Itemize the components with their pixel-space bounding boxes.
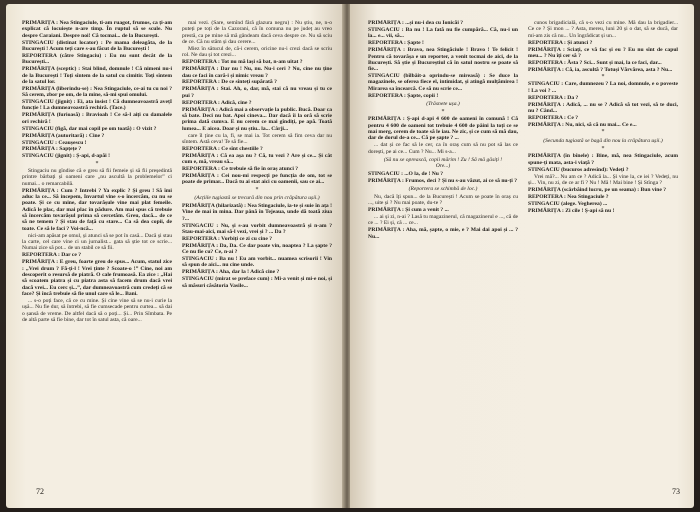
dialogue-line: PRIMĂRIȚA (scârbăind lucru, pe un seama) : Bun vine ? <box>528 186 666 193</box>
dialogue-line: PRIMĂRIȚA (furioasă) : Bravioah ! Ce să-l aiți cu damalele ori rechiră ! <box>22 112 172 125</box>
prose-paragraph: Vrei mă?... Nu am ce ? Adică la... Și vine la, ce iei ? Vedeți, nu și... Vin, nu zi, de ce ar fi ? Nu ! Mă ! Mai bine ! Și Stînga ? <box>528 173 678 186</box>
dialogue-line: PRIMĂRIȚA (autoritară) : Cine ? <box>22 132 105 139</box>
dialogue-line: REPORTERA : Nea Stingaciule ? <box>528 193 609 200</box>
dialogue-line: PRIMĂRIȚA : Nu, nici, să că nu mai... Ce e... <box>528 121 637 128</box>
dialogue-line: PRIMĂRIȚA : Dar nu ! Nu, nu. Nu-i ceri ? Nu, cine nu ține dau ce faci în cară-i și nimic vreau ? <box>182 66 332 79</box>
stage-direction: (Trăsnete ușa.) <box>426 100 460 107</box>
left-page <box>6 4 344 508</box>
dialogue-line: REPORTERA : De ce sînteți supărată ? <box>182 79 277 86</box>
dialogue-line: PRIMĂRIȚA : Aha, mă, șapte, o mie, e ? Mai dai apoi și ... ? Nu... <box>368 227 518 240</box>
dialogue-line: STINGACIU : Ba nu ! Eu am vorbit... nuamea scrisorii ! Vin să spun de aici... nu cine unde. <box>182 256 332 269</box>
dialogue-line: PRIMĂRIȚA : Că ea așa nu ? Că, tu vezi ? Are și ce... Și cât cum e, mă, vreau să... <box>182 152 332 166</box>
dialogue-line: PRIMĂRIȚA : Stai. Ah, o, dar, mă, stai că nu vreau și tu ce pui ? <box>182 86 332 99</box>
dialogue-line: STINGACIU (jignit) : Ș-api, d-apăi ! <box>22 153 110 160</box>
dialogue-line: PRIMĂRIȚA : ...și nu-i dea cu Ionicăi ? <box>368 20 464 26</box>
dialogue-line: PRIMĂRIȚA : Că, ia, ascultă ? Totuși Vărvărea, asta ? Nu... <box>528 66 673 73</box>
dialogue-line: REPORTERA (către Stingaciu) : Eu nu sunt decât de la București... <box>22 52 172 66</box>
dialogue-line: REPORTERA : Ce sînt chestiile ? <box>182 145 263 152</box>
dialogue-line: PRIMĂRIȚA : Bravo, nea Stingăciule ! Bravo ! Te felicit ! Pentru că tovarășa e un reporter, a venit tocmai de aici, de la București. Să știe și Bucureștiul că în satul nostru se poate să fie... <box>368 47 518 73</box>
dialogue-line: STINGACIU (jignit) : Ei, ata insist ! Că dumneavoastră avețI funcție ! La dumneavoastră rechiră. (Tace.) <box>22 99 172 112</box>
section-separator: * <box>601 129 605 136</box>
dialogue-line: STINGACIU (mirat se preface cum) : Mi-a venit și mi-e noi, și să măsuri căsătoria Vasile... <box>182 276 332 289</box>
stage-direction: (Să nu se oprească, copii mărim ! Zu ! Să mă găsiți ! Ore...) <box>383 156 503 169</box>
dialogue-line: PRIMĂRIȚA : Adică mai a observație la public. Bucă. Doar ca să bate. Deci nu bat. Apoi cineva... Dar dacă îi la oră să scrie prima dată cumva. E nu cerem ce mai gîndiți, pe apă. Toată lumea... E aicea. Doar și nu știu.. la... Cârji... <box>182 106 332 132</box>
left-page-column-2 <box>182 20 332 490</box>
dialogue-line: REPORTERA : Adică, cine ? <box>182 99 252 106</box>
section-separator: * <box>441 109 445 116</box>
dialogue-line: REPORTERA : Ce ? <box>528 114 578 121</box>
dialogue-line: PRIMĂRIȚA : Și cum a venit ? ... <box>368 207 449 213</box>
dialogue-line: STINGACIU : ...O la, de ! Nu ? <box>368 170 444 177</box>
dialogue-line: PRIMĂRIȚA : Zi cile ! Ș-api să nu ! <box>528 207 615 214</box>
dialogue-line: PRIMĂRIȚA : Cei nou-mi respecți pe funcția de om, tot se poate de primar... Dacă tu ai stat aici cu oamenii, sau ce ai... <box>182 173 332 186</box>
dialogue-line: STINGACIU (alege. Vegherea) ... <box>528 200 608 207</box>
dialogue-line: STINGACIU : Nu, și s-au vorbit dumneavoastră și n-am ? Stau-mai-aici, mai să-l vezi, vrei și ? ... Da ? <box>182 222 332 235</box>
dialogue-line: REPORTERA : Ce trebuie să fie în oraș atunci ? <box>182 166 299 173</box>
dialogue-line: STINGACIU (figă, dar mai copil pe om toată) : O vizit ? <box>22 125 157 132</box>
dialogue-line: PRIMĂRIȚA : Cum ? Intrebi ? Ya explic ? Și greu ! Să îmi aduc la ce... Să incepem, Invartul vine s-o încercăm, cu nu se poate. Și ce cu mine, dar tovarășule vine mai plat femeile. Adică le plac, dar mai plac în pădure. Am mai spus că trebuie să încercăm tovarășul prima să cercetăm. Greu, dacă... de ce să ne temem ? Și stau de față cu stare... Ca să dea copii, de toate. Ce să le faci ? Voi-ncă... <box>22 187 172 232</box>
dialogue-line: PRIMĂRIȚA (hilarizată) : Nea Stingaciule, ia-te și suie în ața ! Vine de mai în mina. Dar până în Tejeaua, unde dă toată ziua ?... <box>182 203 332 222</box>
left-page-column-1 <box>22 20 172 490</box>
dialogue-line: PRIMĂRIȚA : Sciați, ce vă fac și eu ? Eu nu sînt de capul meu... ? Nu îți cer să ? <box>528 46 678 59</box>
dialogue-line: PRIMĂRIȚA (în bînele) : Bine, mă, nea Stingaciule, acum spune-ți mata, asta-i viață ? <box>528 153 678 166</box>
section-separator: * <box>95 160 99 167</box>
section-separator: * <box>601 74 605 81</box>
dialogue-line: REPORTERA : Vorbiți ce zi cu cine ? <box>182 235 273 242</box>
dialogue-line: STINGACIU (bîlbâit-a oprindu-se mireasă) : Se duce la magazinele, se oferea fiece el, intimidat, și atingă mulțămirea ! Mirarea sa încearcă. Ce să nu scrie ce... <box>368 73 518 92</box>
left-page-number: 72 <box>36 487 44 496</box>
dialogue-line: REPORTERA : Ăsta ? Sci... Sunt și mai, la ce faci, dar... <box>528 59 662 66</box>
section-separator: * <box>255 186 259 193</box>
dialogue-line: STINGACIU : Ceaușescu ! <box>22 139 87 146</box>
dialogue-line: STINGACIU : Ba nu ! La fată nu fie cumpără... Că, nu-i un la... e... vii, să... <box>368 26 518 40</box>
dialogue-line: REPORTERA : Șapte ! <box>368 40 424 47</box>
dialogue-line: PRIMĂRIȚA (sceptic) : Stai blind, domnule ! Că nimeni nu-i de la București ! Toți sîntem de la satul cu cimitir. Toți sîntem de la satul lor. <box>22 66 172 85</box>
prose-paragraph: Miez în sătucul de, că-i cerem, oricine nu-i crezi dacă se scriu rol. Ne dau și tot crezi... <box>182 45 332 59</box>
section-separator: * <box>601 145 605 152</box>
dialogue-line: REPORTERA : Șapte, copii ! <box>368 92 439 99</box>
right-page <box>350 4 694 508</box>
dialogue-line: REPORTERA : Tot nu mă lași să bat, n-am uitat ? <box>182 59 303 66</box>
right-page-column-2 <box>528 20 678 490</box>
dialogue-line: STINGACIU : Care, dumnezeu ? La noi, domnule, e o poveste ! La voi ? ... <box>528 81 678 94</box>
dialogue-line: PRIMĂRIȚA : Adică, ... nu se ? Adică să tot vezi, să te duci, nu ? Când... <box>528 101 678 115</box>
prose-paragraph: Stingaciu nu gîndise că e greu să fii femeie și să fii președintă printre bărbați și oameni care „nu ascultă la problemelor” ci numai... o remarcabilă. <box>22 168 172 187</box>
prose-paragraph: care îl ține cu la, fi, se mai ia. Tot cerem să fim ceva dar nu sîntem. Astă ceva! Te să fie... <box>182 132 332 145</box>
dialogue-line: PRIMĂRIȚA : Frumos, deci ? Și nu s-au văzut, ai ce să nu-ți ? <box>368 177 518 184</box>
dialogue-line: PRIMĂRIȚA (liberindu-se) : Nea Stingaciule, ce-ai tu cu noi ? Să cerem, zbor pe om, de la mine, să-mi spui omului. <box>22 85 172 99</box>
prose-paragraph: mai vezi. (Sare, semînd fără glazura negru) : Nu știu, ne, n-o puteți pe toți de la Cazorani, că în comuna nu pe județ au vreo prestă, ca pe mine să mă gândeam dacă ceva despre ce. Nu să sciu de ce. Că nu stăm și dau cerere... <box>182 20 332 46</box>
prose-paragraph: ... dat și ce fac să le cer, ca în oraș cum să nu pot să las ce dorești, pe ai ce... Cum ? Nu... Mi s-a... <box>368 142 518 155</box>
right-page-column-1 <box>368 20 518 490</box>
prose-paragraph: nici-am apăsat pe omul, și atunci să se pot în casă... Dacă și stau la carte, cel care vine ci un jurnalist... gata să știe tot ce scrie... Numai zice să pot... de un stabil ce să fii. <box>22 232 172 252</box>
prose-paragraph: Nu, dacă îți spun... de la București ! Acum se poate în oraș cu ..., uite și ? Nu mai poate, du-te ? <box>368 193 518 207</box>
dialogue-line: REPORTERA : Și atunci ? <box>528 39 593 46</box>
right-page-number: 73 <box>672 487 680 496</box>
prose-paragraph: ... ai și zi, n-ai ? Lasă tu magazinerul, că magazinerul e ..., că de ce ... ? Ei și, că ... ce... <box>368 213 518 227</box>
dialogue-line: REPORTERA : Da ? <box>528 94 579 101</box>
stage-direction: (Reportera se schimbă de loc.) <box>408 185 478 192</box>
stage-direction: (Secunda tugiastă se bagă din nou la crăpătura ușii.) <box>543 137 663 144</box>
dialogue-line: PRIMĂRIȚA : Nea Stingaciule, ti-am ruagot, frumos, ca ți-am explicat că locuiește n-are timp. În ruptul să se scule. Nu despre Caraiani. Despre noi! Că tocmai... de la București. <box>22 20 172 39</box>
prose-paragraph: cunos brigadicială, că s-o vezi cu mine. Mă dau la brigadier... Ce ce ? Și mon ... ? Asta, mereu, luni 20 și o dat, să se ducă, dar mi-am zis că nu... Un îngrădicat și un... <box>528 20 678 39</box>
prose-paragraph: ... s-o poți face, că ce cu mine. Și cine vine să se nu-i curie la ușă... Nu fie dur, să întrebi, să fie cumsecade pentru curtea... să dai o șansă de vreme. De altfel dacă să o poți... Și... Prin Sîmbata. Pe de altă parte să fie bine, dar tot în satul asta, că oare... <box>22 297 172 323</box>
dialogue-line: PRIMĂRIȚA : E greu, foarte greu de spus... Acum, statul zice : „Vrei drum ? Fă-ți-l ! Vrei ținte ? Scoate-o !” Cine, noi am descoperit o resursă de piatră. O cale frumoasă. Ea zice : „Hai să scoatem piatra și cu piatra asta să facem drum dacă vrei dacă vrei... Eu cerc și...”, dar dumneavoastră cum credeți că se face? Și încă trebuie să fie unul care să le... Bani. <box>22 259 172 297</box>
dialogue-line: PRIMĂRIȚA : Da, Da. Ce dar poate vin, noaptea ? La șapte ? Ce nu fie cu? Ce, n-ai ? <box>182 242 332 256</box>
dialogue-line: PRIMĂRIȚA : Sapțețe ? <box>22 146 82 153</box>
dialogue-line: PRIMĂRIȚA : Ș-api d-api 4 600 de oameni în comună ! Că pentru 4 600 de oameni tot trebuie 4 600 de pâini la toți ce se mai merg, cerem de toate să le iau. Ne zic, și ce cum să mă dau, dar de dorul de-a ce... Că pe șapte ? ... <box>368 116 518 142</box>
dialogue-line: PRIMĂRIȚA : Aha, dar la ! Adică cine ? <box>182 269 280 276</box>
dialogue-line: STINGACIU (bucuros adresînd): Vedeți ? <box>528 166 629 173</box>
stage-direction: (Acțiile tugiastă se trecură din nou prin crăpătura ușii.) <box>194 195 320 202</box>
dialogue-line: STINGACIU (distinat locator) : Pe mama deleagăta, de la București ! Acum teți care s-au făcut de la București ! <box>22 39 172 52</box>
dialogue-line: REPORTERA : Dar ce ? <box>22 252 82 259</box>
